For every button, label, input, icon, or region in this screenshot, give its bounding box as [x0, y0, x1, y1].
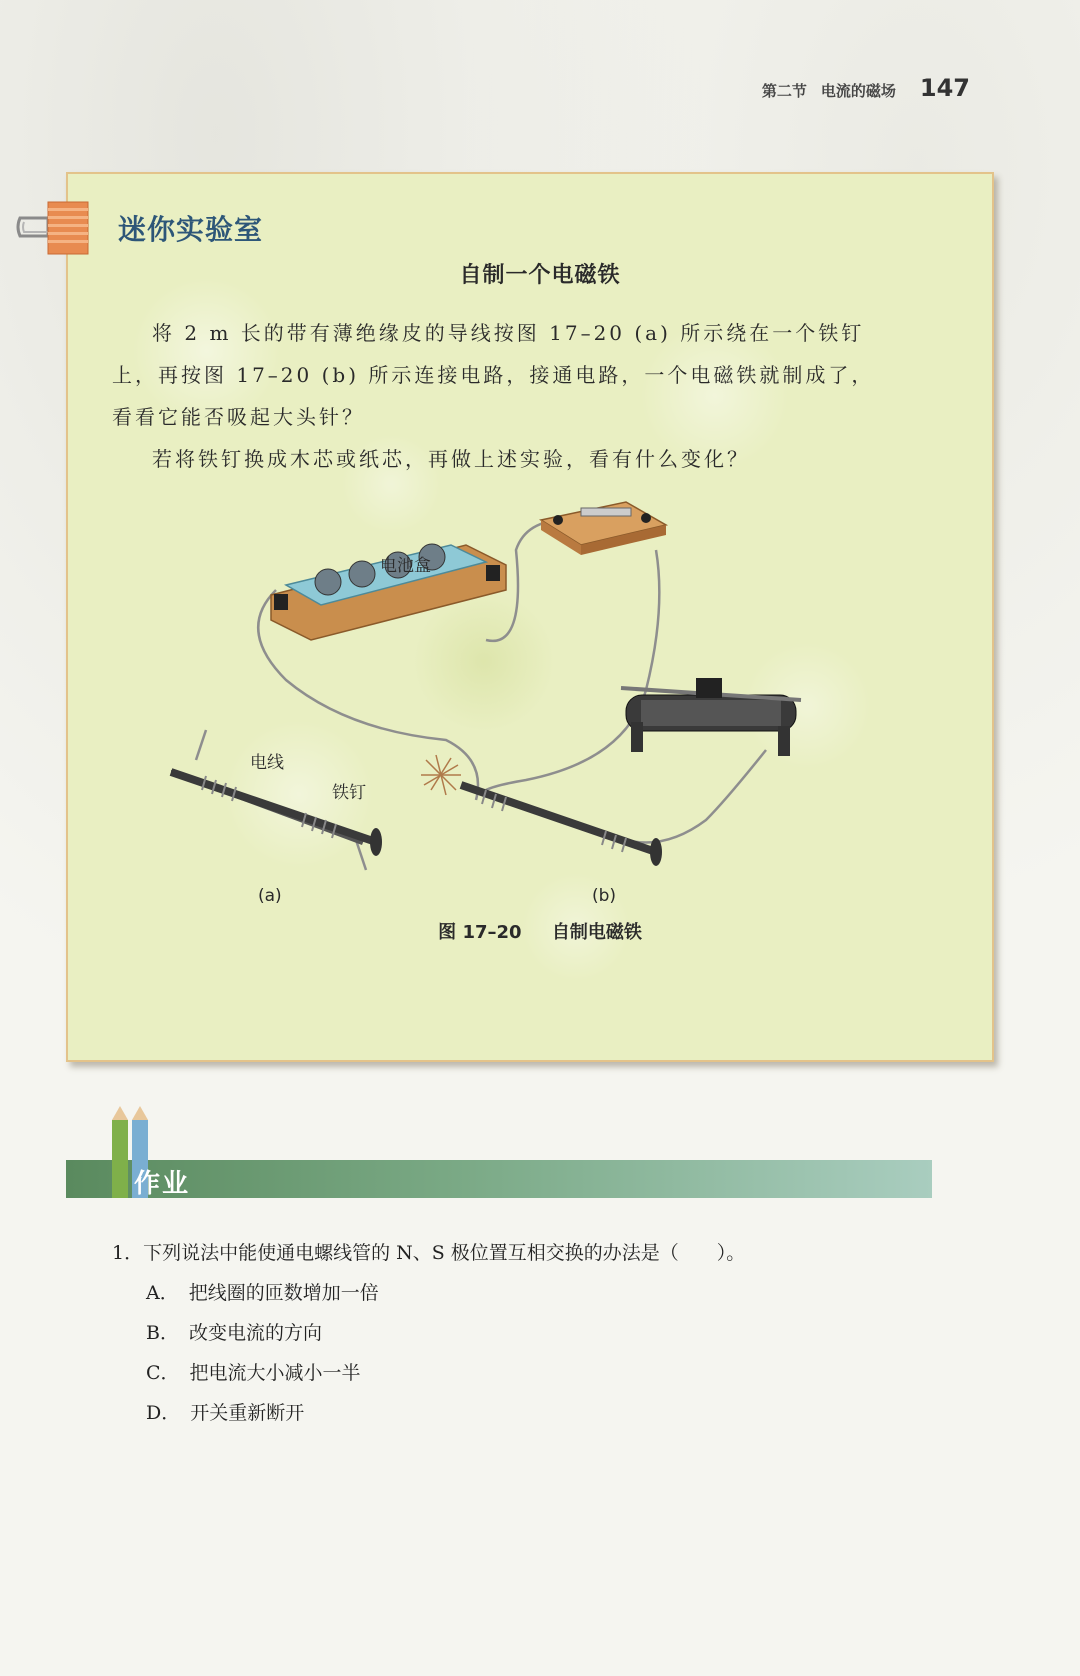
option-letter: C． [146, 1362, 180, 1384]
label-wire: 电线 [250, 753, 284, 773]
option-text: 把电流大小减小一半 [189, 1362, 361, 1384]
option-d [146, 1398, 304, 1425]
label-a: (a) [258, 886, 282, 906]
option-b [146, 1318, 322, 1345]
homework-bar [66, 1160, 932, 1198]
electromagnet-figure [66, 490, 990, 930]
option-text: 开关重新断开 [190, 1402, 305, 1424]
switch-icon [541, 502, 666, 555]
label-nail: 铁钉 [332, 783, 366, 803]
homework-title: 作业 [134, 1169, 191, 1199]
pins-icon [421, 755, 461, 795]
label-b: (b) [592, 886, 617, 906]
option-c [146, 1358, 361, 1385]
option-text: 改变电流的方向 [188, 1322, 322, 1344]
lab-body [112, 312, 882, 480]
caption-text: 自制电磁铁 [551, 922, 642, 943]
figure-caption [0, 918, 1080, 944]
lab-subtitle: 自制一个电磁铁 [459, 263, 621, 288]
option-text: 把线圈的匝数增加一倍 [188, 1282, 379, 1304]
option-letter: B． [146, 1322, 179, 1344]
lab-paragraph: 若将铁钉换成木芯或纸芯，再做上述实验，看有什么变化？ [152, 447, 750, 471]
page-number: 147 [919, 74, 970, 102]
lab-title: 迷你实验室 [118, 213, 264, 246]
option-letter: A． [146, 1282, 179, 1304]
header-title: 电流的磁场 [820, 82, 896, 100]
nail-b-icon [461, 785, 662, 866]
rheostat-icon [621, 678, 801, 756]
question-1: 1．下列说法中能使通电螺线管的 N、S 极位置互相交换的办法是（ ）。 [112, 1242, 746, 1264]
header-section: 第二节 [761, 82, 807, 100]
running-header [762, 74, 970, 102]
option-a [146, 1278, 379, 1305]
label-battery-box: 电池盒 [380, 556, 431, 576]
caption-number: 图 17–20 [438, 922, 522, 943]
lab-paragraph: 将 2 m 长的带有薄绝缘皮的导线按图 17–20 (a) 所示绕在一个铁钉上，再按图 17–20 (b) 所示连接电路，接通电路，一个电磁铁就制成了，看看它能否吸起大头针？ [112, 321, 875, 429]
binder-clip-icon [14, 196, 94, 258]
option-letter: D． [146, 1402, 181, 1424]
